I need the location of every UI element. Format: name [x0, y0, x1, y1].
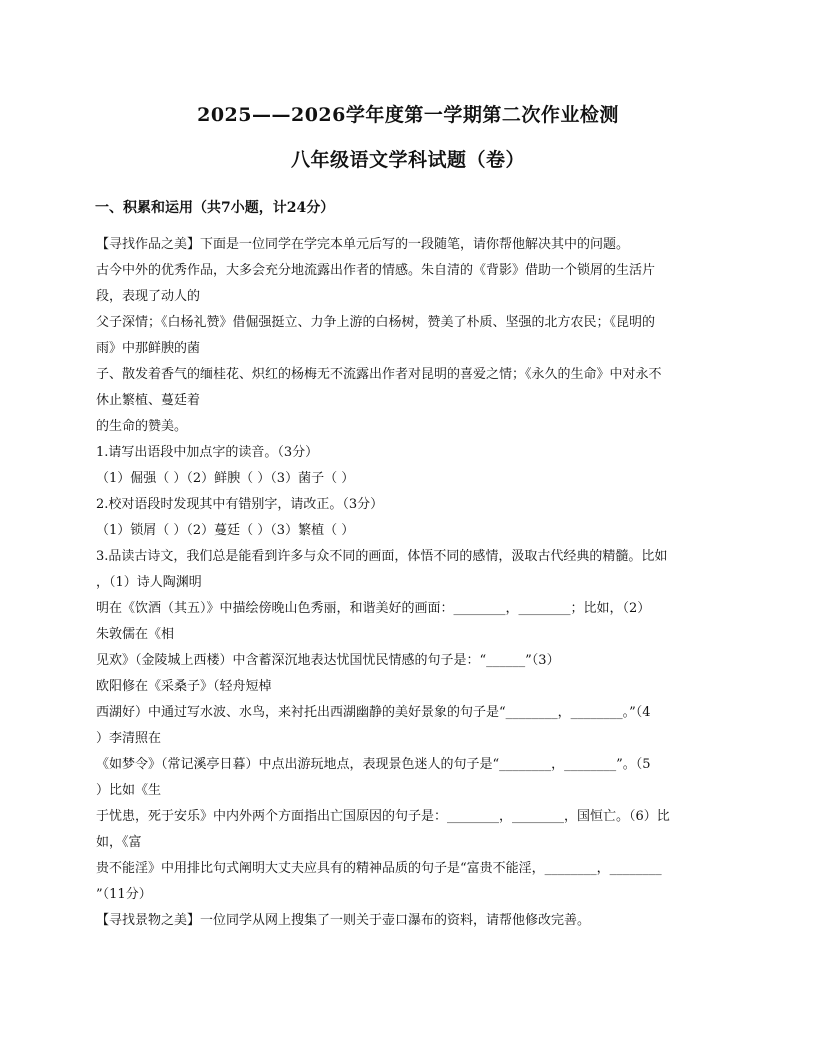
text-line: 朱敦儒在《相: [96, 627, 175, 642]
text-line: 如，《富: [96, 835, 142, 850]
text-line: 古今中外的优秀作品，大多会充分地流露出作者的情感。朱自清的《背影》借助一个锁屑的生活片: [96, 263, 656, 278]
question-3: 3.品读古诗文，我们总是能看到许多与众不同的画面，体悟不同的感情，汲取古代经典的精髓。比如: [96, 549, 668, 564]
text-line: 于忧患，死于安乐》中内外两个方面指出亡国原因的句子是：________，________，国恒亡。（6）比: [96, 809, 670, 824]
text-line: 子、散发着香气的缅桂花、炽红的杨梅无不流露出作者对昆明的喜爱之情；《永久的生命》中对永不: [96, 367, 662, 382]
text-line: ，（1）诗人陶渊明: [96, 575, 202, 590]
text-line: 见欢》（金陵城上西楼）中含蓄深沉地表达忧国忧民情感的句子是：“______”（3）: [96, 653, 560, 668]
text-line: 的生命的赞美。: [96, 419, 188, 434]
section-intro: 【寻找景物之美】一位同学从网上搜集了一则关于壶口瀑布的资料，请帮他修改完善。: [96, 913, 591, 928]
text-line: 【寻找作品之美】下面是一位同学在学完本单元后写的一段随笔，请你帮他解决其中的问题。: [96, 237, 630, 252]
section-heading: 一、积累和运用（共7小题，计24分）: [95, 200, 335, 216]
text-line: 休止繁植、蔓廷着: [96, 393, 201, 408]
question-1: 1.请写出语段中加点字的读音。（3分）: [96, 445, 319, 460]
exam-title: 2025——2026学年度第一学期第二次作业检测: [197, 104, 619, 126]
text-line: 雨》中那鲜腴的菌: [96, 341, 201, 356]
text-line: 欧阳修在《采桑子》（轻舟短棹: [96, 679, 272, 694]
text-line: 西湖好）中通过写水波、水鸟，来衬托出西湖幽静的美好景象的句子是“________，________。”（4: [96, 705, 651, 720]
exam-subtitle: 八年级语文学科试题（卷）: [290, 149, 525, 171]
text-line: ）李清照在: [96, 731, 162, 746]
text-line: ”（11分）: [96, 887, 152, 902]
question-text-block: [96, 232, 736, 934]
text-line: 段，表现了动人的: [96, 289, 201, 304]
text-line: 明在《饮酒（其五）》中描绘傍晚山色秀丽，和谐美好的画面：________，________；比如，（2）: [96, 601, 651, 616]
question-2-blanks: （1）锁屑（ ）（2）蔓廷（ ）（3）繁植（ ）: [96, 523, 355, 538]
text-line: ）比如《生: [96, 783, 162, 798]
text-line: 父子深情；《白杨礼赞》借倔强挺立、力争上游的白杨树，赞美了朴质、坚强的北方农民；《昆明的: [96, 315, 656, 330]
text-line: 贵不能淫》中用排比句式阐明大丈夫应具有的精神品质的句子是“富贵不能淫，________，________: [96, 861, 662, 876]
question-1-blanks: （1）倔强（ ）（2）鲜腴（ ）（3）菌子（ ）: [96, 471, 355, 486]
question-2: 2.校对语段时发现其中有错别字，请改正。（3分）: [96, 497, 384, 512]
text-line: 《如梦令》（常记溪亭日暮）中点出游玩地点，表现景色迷人的句子是“________，________”。（5: [96, 757, 651, 772]
